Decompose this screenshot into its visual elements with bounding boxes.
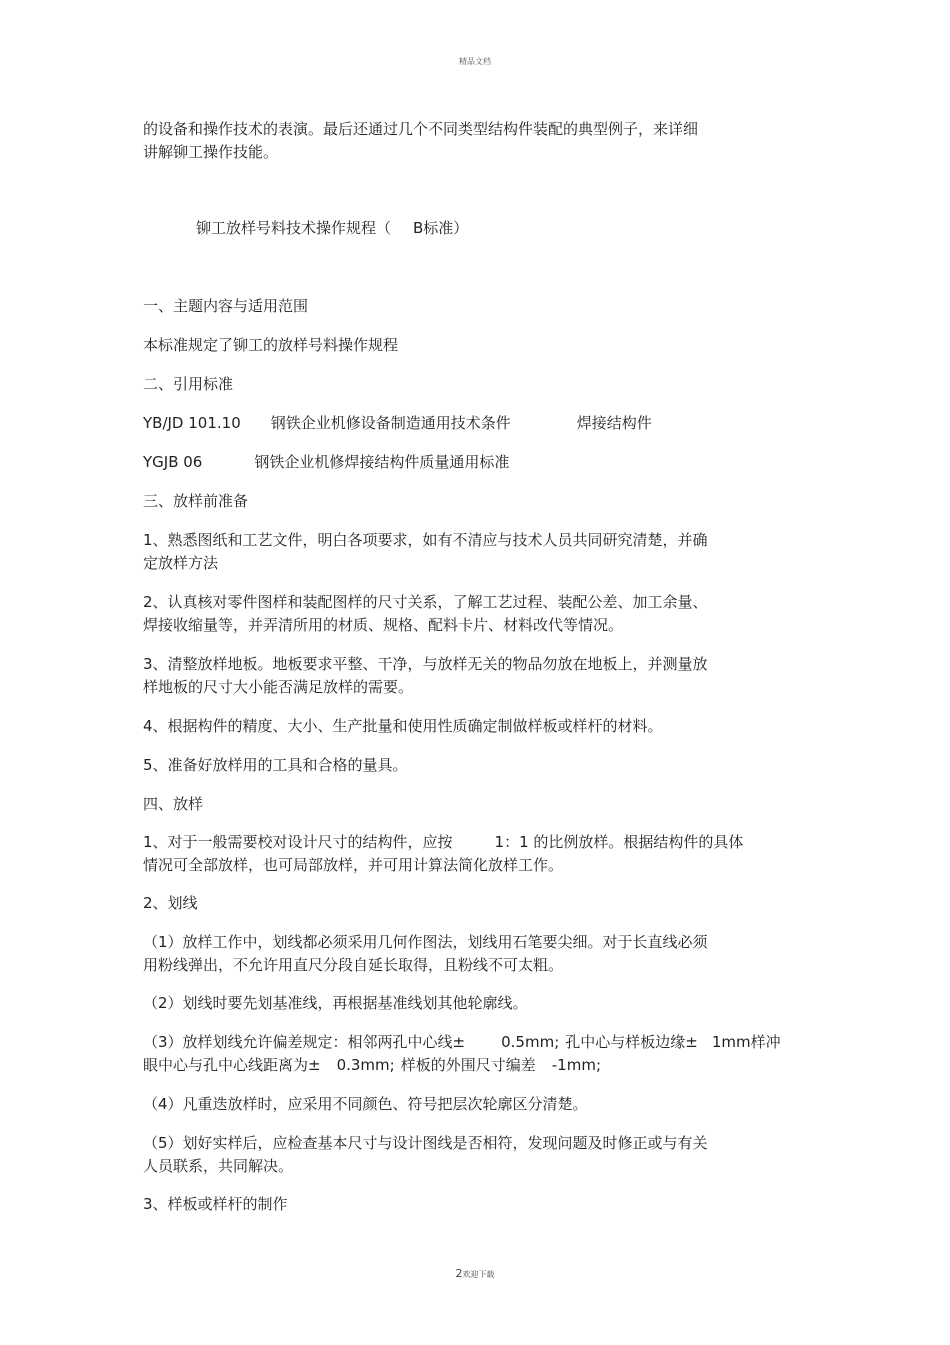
prep-item-5: 5、准备好放样用的工具和合格的量具。: [143, 756, 408, 774]
intro-line-2: 讲解铆工操作技能。: [143, 143, 279, 161]
section-heading-4: 四、放样: [143, 795, 204, 813]
tolerance-value-1: 0.5mm: [501, 1033, 555, 1051]
tolerance-value-3: 0.3mm: [336, 1056, 390, 1074]
prep-item-1-line-1: 1、熟悉图纸和工艺文件，明白各项要求，如有不清应与技术人员共同研究清楚，并确: [143, 531, 708, 549]
reference-1: [143, 413, 652, 433]
footer-text: 欢迎下载: [462, 1270, 495, 1279]
tolerance-text-a: （3）放样划线允许偏差规定：相邻两孔中心线±: [143, 1033, 466, 1051]
tolerance-text-f: 眼中心与孔中心线距离为±: [143, 1056, 321, 1074]
document-title: [196, 218, 468, 238]
title-main: 铆工放样号料技术操作规程（: [196, 219, 392, 237]
layout-item-2: 2、划线: [143, 894, 198, 912]
tolerance-value-4: -1mm: [551, 1056, 596, 1074]
marking-rule-3-line-2: 眼中心与孔中心线距离为± 0.3mm; 样板的外围尺寸编差 -1mm;: [143, 1056, 601, 1074]
layout-item-1-line-2: 情况可全部放样，也可局部放样，并可用计算法简化放样工作。: [143, 856, 564, 874]
tolerance-text-c: 孔中心与样板边缘±: [565, 1033, 698, 1051]
marking-rule-1-line-2: 用粉线弹出，不允许用直尺分段自延长取得，且粉线不可太粗。: [143, 956, 564, 974]
layout-item-3: 3、样板或样杆的制作: [143, 1195, 288, 1213]
prep-item-2-line-1: 2、认真核对零件图样和装配图样的尺寸关系，了解工艺过程、装配公差、加工余量、: [143, 593, 708, 611]
reference-2-code: YGJB 06: [143, 453, 203, 471]
section-heading-1: 一、主题内容与适用范围: [143, 297, 309, 315]
page-footer: [0, 1267, 950, 1280]
section-heading-2: 二、引用标准: [143, 375, 234, 393]
marking-rule-3-line-1: （3）放样划线允许偏差规定：相邻两孔中心线± 0.5mm; 孔中心与样板边缘± 1mm样冲: [143, 1033, 781, 1051]
reference-2: [143, 452, 509, 472]
section-1-text: 本标准规定了铆工的放样号料操作规程: [143, 336, 399, 354]
prep-item-2-line-2: 焊接收缩量等，并弄清所用的材质、规格、配料卡片、材料改代等情况。: [143, 616, 624, 634]
reference-1-code: YB/JD 101.10: [143, 414, 241, 432]
intro-line-1: 的设备和操作技术的表演。最后还通过几个不同类型结构件装配的典型例子，来详细: [143, 120, 699, 138]
prep-item-4: 4、根据构件的精度、大小、生产批量和使用性质确定制做样板或样杆的材料。: [143, 717, 663, 735]
tolerance-value-2: 1mm: [711, 1033, 751, 1051]
prep-item-3-line-1: 3、清整放样地板。地板要求平整、干净，与放样无关的物品勿放在地板上，并测量放: [143, 655, 708, 673]
marking-rule-2: （2）划线时要先划基准线，再根据基准线划其他轮廓线。: [143, 994, 528, 1012]
title-standard: B标准）: [413, 219, 469, 237]
tolerance-text-e: 样冲: [750, 1033, 781, 1051]
prep-item-1-line-2: 定放样方法: [143, 554, 219, 572]
layout-item-1-part-b: 1：1 的比例放样。根据结构件的具体: [494, 833, 744, 851]
marking-rule-4: （4）凡重迭放样时，应采用不同颜色、符号把层次轮廓区分清楚。: [143, 1095, 588, 1113]
page-header: 精品文档: [459, 57, 491, 66]
prep-item-3-line-2: 样地板的尺寸大小能否满足放样的需要。: [143, 678, 414, 696]
marking-rule-1-line-1: （1）放样工作中，划线都必须采用几何作图法，划线用石笔要尖细。对于长直线必须: [143, 933, 708, 951]
reference-1-part: 焊接结构件: [576, 414, 652, 432]
section-heading-3: 三、放样前准备: [143, 492, 249, 510]
reference-2-name: 钢铁企业机修焊接结构件质量通用标准: [254, 453, 510, 471]
marking-rule-5-line-1: （5）划好实样后，应检查基本尺寸与设计图线是否相符，发现问题及时修正或与有关: [143, 1134, 708, 1152]
tolerance-text-h: 样板的外围尺寸编差: [400, 1056, 536, 1074]
marking-rule-5-line-2: 人员联系，共同解决。: [143, 1157, 294, 1175]
layout-item-1-part-a: 1、对于一般需要校对设计尺寸的结构件，应按: [143, 833, 453, 851]
page-number: 2: [455, 1267, 463, 1280]
reference-1-name: 钢铁企业机修设备制造通用技术条件: [270, 414, 511, 432]
layout-item-1-line-1: [143, 832, 743, 852]
